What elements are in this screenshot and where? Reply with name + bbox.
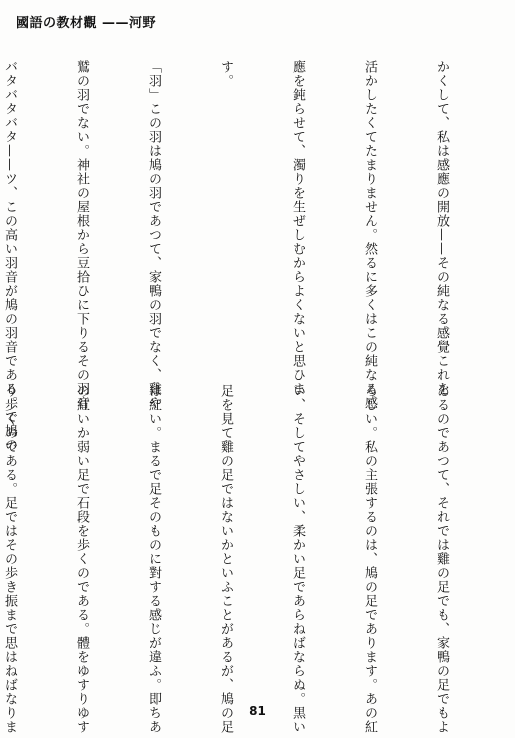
text-column: す。 [218, 60, 233, 88]
text-column: は紅い。まるで足そのものに對する感じが違ふ。即ちあ [146, 384, 161, 734]
text-column: い、そしてやさしい、柔かい足であらねばならぬ。黒い [290, 384, 305, 734]
text-column: 活かしたくてたまりません。然るに多くはこの純なる感 [362, 60, 377, 410]
page-number: 81 [249, 704, 266, 718]
text-column: 足を見て雞の足ではないかといふことがあるが、鳩の足 [218, 384, 233, 734]
text-column: かくして、私は感應の開放——その純なる感覺これを [434, 60, 449, 396]
text-column: バタバタバタ——ツ、この高い羽音が鳩の羽音である。で鳩の [2, 60, 17, 452]
text-column: の紅いか弱い足で石段を歩くのである。體をゆすりゆす [74, 384, 89, 734]
text-column: ゐるのであつて、それでは雞の足でも、家鴨の足でもよ [434, 384, 449, 734]
text-column: ろしい。私の主張するのは、鳩の足であります。あの紅 [362, 384, 377, 734]
running-title: 國語の教材觀 ——河野 [16, 16, 157, 31]
upper-text-block [0, 60, 501, 452]
text-column: 應を鈍らせて、濁りを生ぜしむからよくないと思ひま [290, 60, 305, 396]
text-column: 鷲の羽でない。神社の屋根から豆拾ひに下りるその羽音 [74, 60, 89, 410]
text-column: り歩くのである。足ではその歩き振まで思はねばなりま [2, 384, 17, 734]
text-column: 「羽」この羽は鳩の羽であつて、家鴨の羽でなく、雞や [146, 60, 161, 410]
